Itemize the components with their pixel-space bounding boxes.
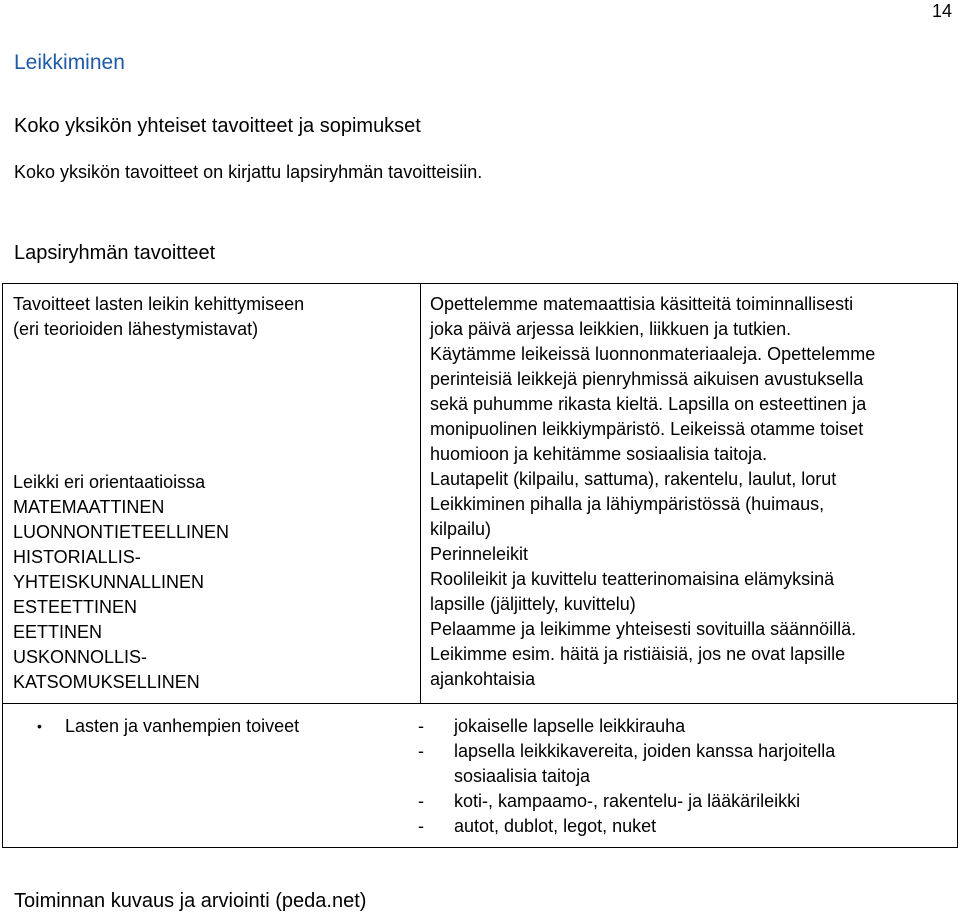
heading-shared-goals: Koko yksikön yhteiset tavoitteet ja sopimukset bbox=[14, 115, 421, 137]
right-line: Leikkiminen pihalla ja lähiympäristössä (huimaus, bbox=[430, 494, 825, 514]
heading-group-goals: Lapsiryhmän tavoitteet bbox=[14, 242, 216, 264]
orientation-line: KATSOMUKSELLINEN bbox=[13, 672, 200, 692]
page-number: 14 bbox=[931, 1, 952, 21]
footer-heading: Toiminnan kuvaus ja arviointi (peda.net) bbox=[14, 890, 367, 912]
right-line: Leikimme esim. häitä ja ristiäisiä, jos ne ovat lapsille bbox=[430, 644, 846, 664]
right-line: perinteisiä leikkejä pienryhmissä aikuisen avustuksella bbox=[430, 369, 864, 389]
dash-marker: - bbox=[418, 791, 424, 811]
list-item-line: jokaiselle lapselle leikkirauha bbox=[454, 716, 686, 736]
right-line: Käytämme leikeissä luonnonmateriaaleja. Opettelemme bbox=[430, 344, 876, 364]
orientation-line: USKONNOLLIS- bbox=[13, 647, 148, 667]
orientation-line: ESTEETTINEN bbox=[13, 597, 138, 617]
goals-right-cell bbox=[421, 284, 958, 704]
orientation-line: EETTINEN bbox=[13, 622, 103, 642]
orientation-line: HISTORIALLIS- bbox=[13, 547, 141, 567]
left-line: Tavoitteet lasten leikin kehittymiseen bbox=[13, 294, 305, 314]
list-item-line: sosiaalisia taitoja bbox=[454, 766, 591, 786]
right-line: huomioon ja kehitämme sosiaalisia taitoja. bbox=[430, 444, 768, 464]
wishes-list bbox=[416, 714, 835, 839]
right-line: Roolileikit ja kuvittelu teatterinomaisina elämyksinä bbox=[430, 569, 835, 589]
dash-marker: - bbox=[418, 816, 424, 836]
orientation-line: YHTEISKUNNALLINEN bbox=[13, 572, 205, 592]
right-line: ajankohtaisia bbox=[430, 669, 536, 689]
right-line: Perinneleikit bbox=[430, 544, 529, 564]
right-line: sekä puhumme rikasta kieltä. Lapsilla on esteettinen ja bbox=[430, 394, 867, 414]
right-line: joka päivä arjessa leikkien, liikkuen ja tutkien. bbox=[430, 319, 792, 339]
wishes-label: Lasten ja vanhempien toiveet bbox=[65, 716, 300, 736]
list-item bbox=[416, 739, 835, 789]
wishes-cell bbox=[3, 704, 958, 848]
list-item-line: autot, dublot, legot, nuket bbox=[454, 816, 657, 836]
orientation-line: LUONNONTIETEELLINEN bbox=[13, 522, 230, 542]
goals-table bbox=[2, 283, 958, 848]
list-item bbox=[416, 814, 835, 839]
list-item-line: lapsella leikkikavereita, joiden kanssa harjoitella bbox=[454, 741, 836, 761]
section-title: Leikkiminen bbox=[14, 51, 125, 74]
dash-marker: - bbox=[418, 741, 424, 761]
list-item bbox=[416, 714, 835, 739]
shared-goals-text: Koko yksikön tavoitteet on kirjattu lapsiryhmän tavoitteisiin. bbox=[14, 162, 483, 182]
goals-left-cell bbox=[3, 284, 421, 704]
bullet-icon: • bbox=[37, 718, 42, 734]
left-line: (eri teorioiden lähestymistavat) bbox=[13, 319, 259, 339]
table-row bbox=[3, 704, 958, 848]
right-line: Pelaamme ja leikimme yhteisesti sovituilla säännöillä. bbox=[430, 619, 857, 639]
right-line: monipuolinen leikkiympäristö. Leikeissä otamme toiset bbox=[430, 419, 864, 439]
table-row bbox=[3, 284, 958, 704]
right-line: kilpailu) bbox=[430, 519, 492, 539]
list-item-line: koti-, kampaamo-, rakentelu- ja lääkärileikki bbox=[454, 791, 801, 811]
orientation-line: MATEMAATTINEN bbox=[13, 497, 165, 517]
right-line: Opettelemme matemaattisia käsitteitä toiminnallisesti bbox=[430, 294, 854, 314]
list-item bbox=[416, 789, 835, 814]
dash-marker: - bbox=[418, 716, 424, 736]
orientation-line: Leikki eri orientaatioissa bbox=[13, 472, 206, 492]
right-line: Lautapelit (kilpailu, sattuma), rakentelu, laulut, lorut bbox=[430, 469, 837, 489]
right-line: lapsille (jäljittely, kuvittelu) bbox=[430, 594, 636, 614]
